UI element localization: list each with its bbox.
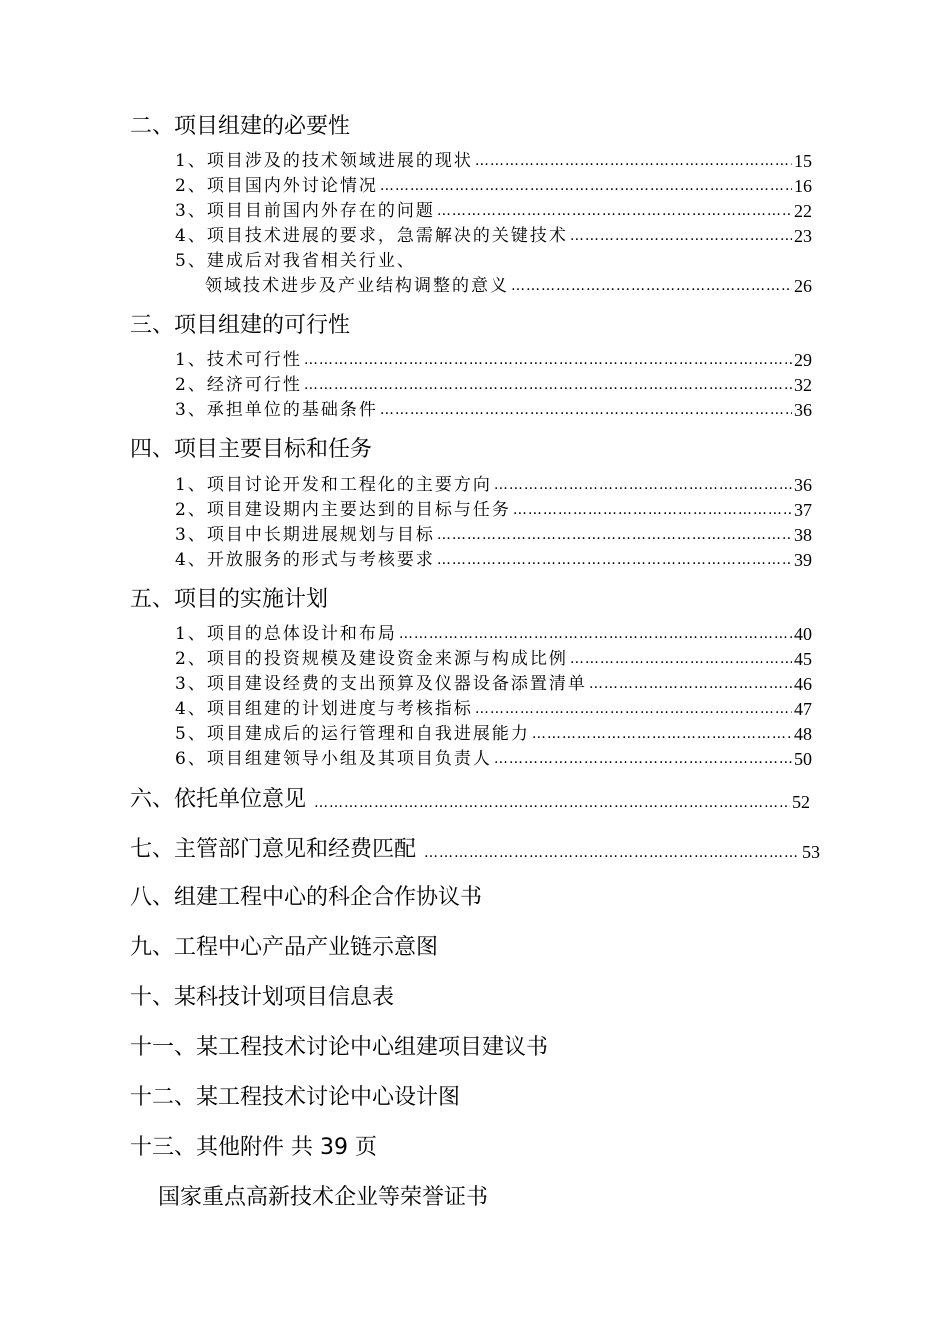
section-12-title[interactable]: 十二、某工程技术讨论中心设计图 — [130, 1085, 461, 1110]
toc-entry-page: 36 — [794, 400, 812, 420]
toc-entry-label: 3、项目目前国内外存在的问题 — [175, 201, 435, 221]
toc-entry-page: 38 — [794, 525, 812, 545]
dot-leader — [511, 274, 792, 298]
toc-entry-line2[interactable] — [205, 274, 812, 298]
dot-leader — [437, 199, 792, 223]
toc-entry[interactable] — [175, 199, 812, 223]
section-2-title: 二、项目组建的必要性 — [130, 114, 351, 139]
section-8-title[interactable]: 八、组建工程中心的科企合作协议书 — [130, 885, 483, 910]
dot-leader — [570, 647, 792, 671]
section-13-title[interactable]: 十三、其他附件 共 39 页 — [130, 1135, 377, 1160]
toc-entry-page: 46 — [794, 674, 812, 694]
dot-leader — [475, 149, 792, 173]
toc-entry-page: 37 — [794, 500, 812, 520]
toc-entry[interactable] — [175, 747, 812, 771]
section-10-title[interactable]: 十、某科技计划项目信息表 — [130, 985, 395, 1010]
toc-section-7[interactable] — [130, 833, 820, 865]
toc-entry-label: 1、技术可行性 — [175, 350, 302, 370]
toc-entry[interactable] — [175, 722, 812, 746]
toc-entry-label: 3、项目建设经费的支出预算及仪器设备添置清单 — [175, 674, 587, 694]
toc-entry-page: 36 — [794, 475, 812, 495]
toc-entry-page: 15 — [794, 151, 812, 171]
toc-entry-label: 3、承担单位的基础条件 — [175, 400, 378, 420]
toc-section-6[interactable] — [130, 783, 810, 815]
toc-entry-label: 2、项目国内外讨论情况 — [175, 176, 378, 196]
section-4-title: 四、项目主要目标和任务 — [130, 437, 373, 462]
toc-entry-page: 22 — [794, 201, 812, 221]
dot-leader — [570, 224, 792, 248]
toc-entry-page: 23 — [794, 226, 812, 246]
section-11-title[interactable]: 十一、某工程技术讨论中心组建项目建议书 — [130, 1035, 549, 1060]
dot-leader — [304, 348, 792, 372]
toc-entry-label: 2、项目建设期内主要达到的目标与任务 — [175, 500, 511, 520]
toc-entry-label: 4、项目技术进展的要求，急需解决的关键技术 — [175, 226, 568, 246]
toc-entry[interactable] — [175, 498, 812, 522]
toc-entry-label: 3、项目中长期进展规划与目标 — [175, 525, 435, 545]
dot-leader — [424, 845, 800, 861]
toc-entry-page: 40 — [794, 624, 812, 644]
dot-leader — [437, 523, 792, 547]
toc-entry-page: 45 — [794, 649, 812, 669]
dot-leader — [494, 473, 792, 497]
toc-entry-page: 47 — [794, 699, 812, 719]
toc-entry-label: 1、项目涉及的技术领域进展的现状 — [175, 151, 473, 171]
toc-entry[interactable] — [175, 174, 812, 198]
dot-leader — [532, 722, 792, 746]
dot-leader — [437, 548, 792, 572]
toc-entry[interactable] — [175, 348, 812, 372]
section-5-title: 五、项目的实施计划 — [130, 587, 329, 612]
toc-entry-label: 2、项目的投资规模及建设资金来源与构成比例 — [175, 649, 568, 669]
section-6-title: 六、依托单位意见 — [130, 787, 307, 812]
section-7-title: 七、主管部门意见和经费匹配 — [130, 837, 417, 862]
dot-leader — [513, 498, 792, 522]
dot-leader — [380, 398, 792, 422]
toc-entry-label: 4、项目组建的计划进度与考核指标 — [175, 699, 473, 719]
dot-leader — [399, 622, 792, 646]
dot-leader — [475, 697, 792, 721]
toc-entry-label: 1、项目的总体设计和布局 — [175, 624, 397, 644]
toc-entry[interactable] — [175, 672, 812, 696]
toc-entry-page: 32 — [794, 375, 812, 395]
toc-entry-label: 5、项目建成后的运行管理和自我进展能力 — [175, 724, 530, 744]
toc-entry-page: 39 — [794, 550, 812, 570]
dot-leader — [589, 672, 792, 696]
toc-entry-page: 50 — [794, 749, 812, 769]
section-9-title[interactable]: 九、工程中心产品产业链示意图 — [130, 935, 439, 960]
toc-entry-label: 5、建成后对我省相关行业、 — [175, 251, 416, 271]
attachment-note: 国家重点高新技术企业等荣誉证书 — [158, 1185, 489, 1210]
dot-leader — [494, 747, 792, 771]
dot-leader — [304, 373, 792, 397]
toc-entry-label: 4、开放服务的形式与考核要求 — [175, 550, 435, 570]
toc-entry-page: 48 — [794, 724, 812, 744]
toc-entry[interactable] — [175, 398, 812, 422]
toc-entry[interactable] — [175, 548, 812, 572]
dot-leader — [380, 174, 792, 198]
toc-entry[interactable] — [175, 473, 812, 497]
toc-entry-page: 53 — [802, 842, 820, 862]
dot-leader — [314, 795, 790, 811]
toc-entry-label: 1、项目讨论开发和工程化的主要方向 — [175, 475, 492, 495]
section-3-title: 三、项目组建的可行性 — [130, 313, 351, 338]
toc-entry-label: 6、项目组建领导小组及其项目负责人 — [175, 749, 492, 769]
toc-entry-page: 29 — [794, 350, 812, 370]
toc-entry[interactable] — [175, 622, 812, 646]
toc-entry-page: 16 — [794, 176, 812, 196]
toc-entry[interactable] — [175, 647, 812, 671]
toc-entry-label: 2、经济可行性 — [175, 375, 302, 395]
toc-entry[interactable] — [175, 523, 812, 547]
toc-entry[interactable] — [175, 697, 812, 721]
toc-entry-line1[interactable] — [175, 249, 812, 273]
toc-entry-page: 26 — [794, 276, 812, 296]
toc-entry-page: 52 — [792, 792, 810, 812]
toc-entry[interactable] — [175, 373, 812, 397]
toc-entry-label-cont: 领域技术进步及产业结构调整的意义 — [205, 276, 509, 296]
toc-entry[interactable] — [175, 224, 812, 248]
toc-entry[interactable] — [175, 149, 812, 173]
